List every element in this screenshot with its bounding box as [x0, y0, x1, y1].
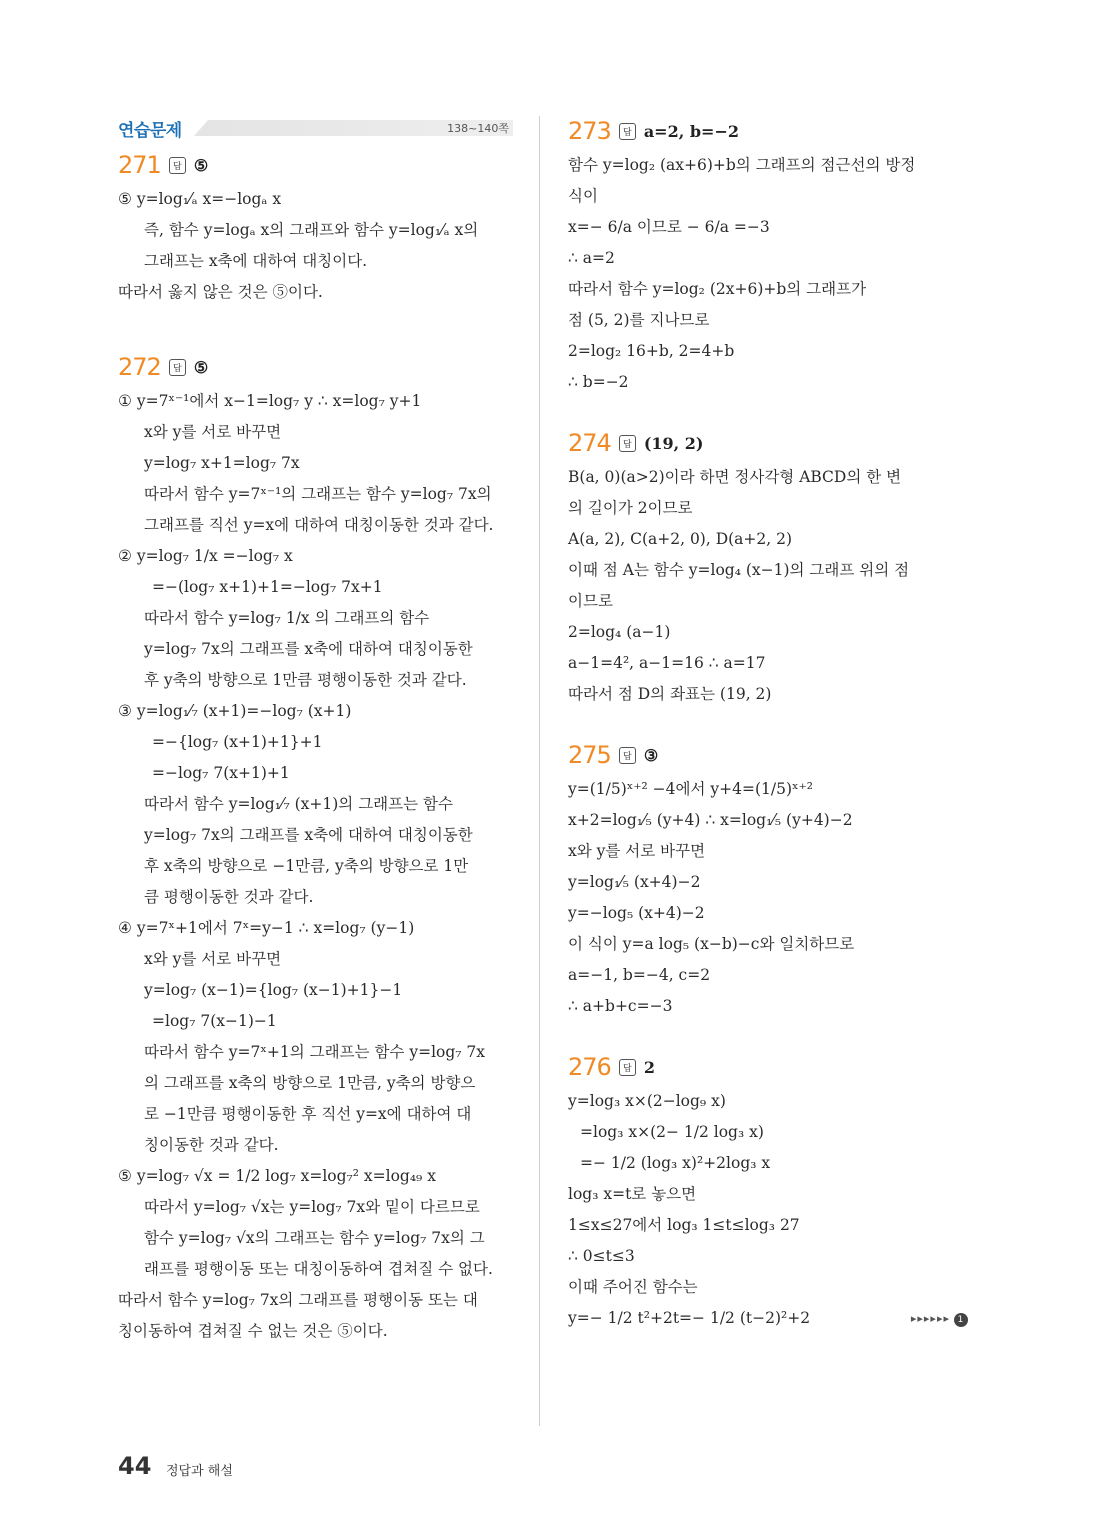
solution-line: 이때 점 A는 함수 y=log₄ (x−1)의 그래프 위의 점 — [568, 561, 910, 579]
solution-line: =log₇ 7(x−1)−1 — [152, 1012, 277, 1030]
section-title: 연습문제 — [118, 121, 182, 141]
problem-header — [118, 352, 513, 382]
solution-line: x와 y를 서로 바꾸면 — [568, 842, 706, 860]
spacer — [568, 398, 968, 422]
solution-line: =−(log₇ x+1)+1=−log₇ 7x+1 — [152, 578, 383, 596]
solution-line: =−{log₇ (x+1)+1}+1 — [152, 733, 323, 751]
solution-line: ∴ a=2 — [568, 249, 615, 267]
solution-line: log₃ x=t로 놓으면 — [568, 1185, 697, 1203]
solution-line: 따라서 함수 y=log₇ 7x의 그래프를 평행이동 또는 대 — [118, 1291, 478, 1309]
solution-line: y=−log₅ (x+4)−2 — [568, 904, 705, 922]
solution-line: 2=log₄ (a−1) — [568, 623, 671, 641]
solution-line: x+2=log₁⁄₅ (y+4) ∴ x=log₁⁄₅ (y+4)−2 — [568, 811, 853, 829]
solution-line: 식이 — [568, 187, 598, 205]
right-column — [568, 116, 968, 1334]
problem-276 — [568, 1052, 968, 1334]
solution-line: 이때 주어진 함수는 — [568, 1278, 698, 1296]
answer: ③ — [643, 745, 659, 765]
solution-line: 따라서 점 D의 좌표는 (19, 2) — [568, 685, 772, 703]
solution-line: a=−1, b=−4, c=2 — [568, 966, 711, 984]
problem-274 — [568, 428, 968, 710]
solution-line: 이 식이 y=a log₅ (x−b)−c와 일치하므로 — [568, 935, 855, 953]
solution-line: 그래프는 x축에 대하여 대칭이다. — [144, 252, 368, 270]
problem-number: 272 — [118, 353, 161, 381]
problem-header — [568, 116, 968, 146]
solution-line: 2=log₂ 16+b, 2=4+b — [568, 342, 735, 360]
solution-line: x와 y를 서로 바꾸면 — [144, 423, 282, 441]
solution-line: 즉, 함수 y=logₐ x의 그래프와 함수 y=log₁⁄ₐ x의 — [144, 221, 479, 239]
solution-line: a−1=4², a−1=16 ∴ a=17 — [568, 654, 766, 672]
problem-273 — [568, 116, 968, 398]
answer: ⑤ — [193, 155, 209, 175]
solution-line: 1≤x≤27에서 log₃ 1≤t≤log₃ 27 — [568, 1216, 800, 1234]
answer-icon: 답 — [619, 435, 636, 452]
problem-271 — [118, 150, 513, 308]
column-divider — [539, 116, 540, 1426]
solution-line: ② y=log₇ 1/x =−log₇ x — [118, 547, 293, 565]
problem-number: 275 — [568, 741, 611, 769]
problem-275 — [568, 740, 968, 1022]
solution-line: 따라서 함수 y=log₁⁄₇ (x+1)의 그래프는 함수 — [144, 795, 453, 813]
solution-line: 따라서 함수 y=7ˣ+1의 그래프는 함수 y=log₇ 7x — [144, 1043, 486, 1061]
problem-number: 273 — [568, 117, 611, 145]
solution-line: ∴ a+b+c=−3 — [568, 997, 673, 1015]
solution-line: x=− 6/a 이므로 − 6/a =−3 — [568, 218, 770, 236]
solution-line: 따라서 함수 y=log₂ (2x+6)+b의 그래프가 — [568, 280, 867, 298]
solution-line: 의 길이가 2이므로 — [568, 499, 693, 517]
footer-label: 정답과 해설 — [166, 1464, 233, 1479]
solution-line: y=log₃ x×(2−log₉ x) — [568, 1092, 726, 1110]
solution-line: x와 y를 서로 바꾸면 — [144, 950, 282, 968]
page-range: 138~140쪽 — [447, 122, 509, 135]
solution-line: 칭이동한 것과 같다. — [144, 1136, 279, 1154]
problem-number: 271 — [118, 151, 161, 179]
spacer — [568, 710, 968, 734]
solution-line: y=log₇ x+1=log₇ 7x — [144, 454, 300, 472]
answer: a=2, b=−2 — [643, 121, 739, 141]
solution-line: y=(1/5)ˣ⁺² −4에서 y+4=(1/5)ˣ⁺² — [568, 780, 813, 798]
solution-line: 따라서 옳지 않은 것은 ⑤이다. — [118, 283, 323, 301]
step-number-icon: 1 — [954, 1313, 968, 1327]
solution-line: 래프를 평행이동 또는 대칭이동하여 겹쳐질 수 없다. — [144, 1260, 493, 1278]
solution-line: 따라서 y=log₇ √x는 y=log₇ 7x와 밑이 다르므로 — [144, 1198, 480, 1216]
solution-line: =− 1/2 (log₃ x)²+2log₃ x — [580, 1154, 771, 1172]
solution-line: 그래프를 직선 y=x에 대하여 대칭이동한 것과 같다. — [144, 516, 494, 534]
solution-line: 후 x축의 방향으로 −1만큼, y축의 방향으로 1만 — [144, 857, 469, 875]
solution-line: 따라서 함수 y=7ˣ⁻¹의 그래프는 함수 y=log₇ 7x의 — [144, 485, 492, 503]
solution-line: B(a, 0)(a>2)이라 하면 정사각형 ABCD의 한 변 — [568, 468, 902, 486]
solution-line: y=log₇ 7x의 그래프를 x축에 대하여 대칭이동한 — [144, 826, 473, 844]
left-column — [118, 116, 513, 1347]
answer-icon: 답 — [619, 1059, 636, 1076]
step-marker — [911, 1303, 968, 1334]
solution-line: 의 그래프를 x축의 방향으로 1만큼, y축의 방향으 — [144, 1074, 476, 1092]
answer-icon: 답 — [619, 123, 636, 140]
problem-header — [568, 740, 968, 770]
solution-line: ∴ 0≤t≤3 — [568, 1247, 635, 1265]
solution-line: A(a, 2), C(a+2, 0), D(a+2, 2) — [568, 530, 793, 548]
spacer — [118, 308, 513, 346]
problem-272 — [118, 352, 513, 1347]
page-number: 44 — [118, 1452, 152, 1480]
answer-icon: 답 — [169, 157, 186, 174]
problem-number: 276 — [568, 1053, 611, 1081]
solution-line: =log₃ x×(2− 1/2 log₃ x) — [580, 1123, 764, 1141]
solution-line: y=− 1/2 t²+2t=− 1/2 (t−2)²+2 — [568, 1309, 811, 1327]
solution-line-with-step — [568, 1303, 968, 1334]
solution-line: 후 y축의 방향으로 1만큼 평행이동한 것과 같다. — [144, 671, 467, 689]
solution-line: 따라서 함수 y=log₇ 1/x 의 그래프의 함수 — [144, 609, 430, 627]
solution-line: ⑤ y=log₁⁄ₐ x=−logₐ x — [118, 190, 282, 208]
solution-line: ① y=7ˣ⁻¹에서 x−1=log₇ y ∴ x=log₇ y+1 — [118, 392, 422, 410]
solution-line: 함수 y=log₇ √x의 그래프는 함수 y=log₇ 7x의 그 — [144, 1229, 485, 1247]
solution-line: 로 −1만큼 평행이동한 후 직선 y=x에 대하여 대 — [144, 1105, 472, 1123]
solution-line: ∴ b=−2 — [568, 373, 629, 391]
solution-line: y=log₁⁄₅ (x+4)−2 — [568, 873, 701, 891]
answer-icon: 답 — [169, 359, 186, 376]
solution-line: ③ y=log₁⁄₇ (x+1)=−log₇ (x+1) — [118, 702, 352, 720]
answer-icon: 답 — [619, 747, 636, 764]
problem-header — [118, 150, 513, 180]
section-header — [118, 116, 513, 140]
spacer — [568, 1022, 968, 1046]
solution-line: 이므로 — [568, 592, 613, 610]
solution-line: y=log₇ 7x의 그래프를 x축에 대하여 대칭이동한 — [144, 640, 473, 658]
solution-line: 함수 y=log₂ (ax+6)+b의 그래프의 점근선의 방정 — [568, 156, 916, 174]
problem-header — [568, 1052, 968, 1082]
answer: 2 — [643, 1057, 655, 1077]
answer: (19, 2) — [643, 433, 704, 453]
solution-line: 큼 평행이동한 것과 같다. — [144, 888, 314, 906]
solution-line: ⑤ y=log₇ √x = 1/2 log₇ x=log₇² x=log₄₉ x — [118, 1167, 436, 1185]
solution-line: 점 (5, 2)를 지나므로 — [568, 311, 710, 329]
answer: ⑤ — [193, 357, 209, 377]
solution-line: ④ y=7ˣ+1에서 7ˣ=y−1 ∴ x=log₇ (y−1) — [118, 919, 415, 937]
solution-line: y=log₇ (x−1)={log₇ (x−1)+1}−1 — [144, 981, 403, 999]
solution-line: 칭이동하여 겹쳐질 수 없는 것은 ⑤이다. — [118, 1322, 388, 1340]
solution-line: =−log₇ 7(x+1)+1 — [152, 764, 290, 782]
problem-header — [568, 428, 968, 458]
step-arrows: ▸▸▸▸▸▸ — [910, 1312, 950, 1325]
problem-number: 274 — [568, 429, 611, 457]
